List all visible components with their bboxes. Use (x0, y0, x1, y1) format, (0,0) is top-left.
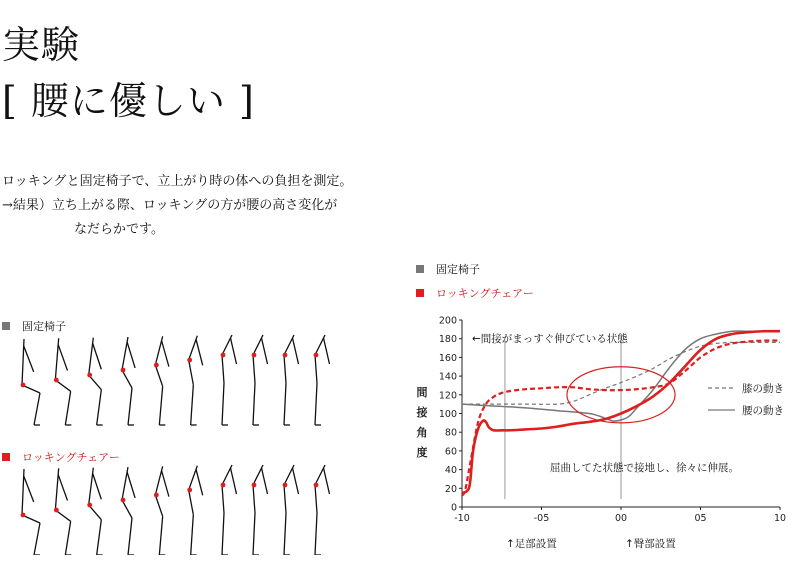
annotation-top: ←間接がまっすぐ伸びている状態 (472, 333, 628, 345)
y-tick-label: 100 (438, 409, 457, 420)
y-tick-label: 140 (438, 371, 457, 383)
annotation-foot: ↑足部設置 (506, 538, 557, 550)
legend-rocking-text: ロッキングチェアー (436, 287, 534, 300)
y-tick-label: 20 (444, 483, 457, 495)
x-tick-label: -05 (533, 513, 550, 524)
description-line2: →結果）立ち上がる際、ロッキングの方が腰の高さ変化が (2, 198, 338, 213)
y-tick-label: 80 (444, 427, 457, 439)
x-tick-label: 05 (694, 513, 707, 524)
x-tick-label: 10 (773, 513, 787, 524)
y-tick-label: 120 (438, 390, 457, 402)
description-line3: なだらかです。 (74, 222, 164, 237)
page-title-line2: [ 腰に優しい ] (2, 79, 255, 123)
y-tick-label: 200 (438, 315, 457, 327)
y-tick-label: 160 (438, 352, 457, 364)
y-axis-label-char: 度 (416, 446, 428, 459)
description-line1: ロッキングと固定椅子で、立上がり時の体への負担を測定。 (2, 174, 353, 189)
rocking-chair-label-text: ロッキングチェアー (22, 451, 120, 464)
annotation-hip: ↑臀部設置 (625, 538, 676, 550)
y-axis-label-char: 接 (416, 406, 428, 419)
legend-fixed-text: 固定椅子 (436, 263, 480, 276)
annotation-middle: 屈曲してた状態で接地し、徐々に伸展。 (550, 462, 739, 474)
y-axis-label-char: 間 (416, 386, 428, 399)
fixed-chair-label-text: 固定椅子 (22, 320, 66, 333)
y-tick-label: 60 (444, 446, 457, 458)
page-title-line1: 実験 (2, 23, 81, 67)
legend-label-dashed: 膝の動き (742, 383, 784, 395)
x-tick-label: -10 (454, 513, 470, 524)
y-tick-label: 40 (444, 465, 457, 477)
y-tick-label: 180 (438, 334, 457, 346)
y-axis-label-char: 角 (416, 426, 428, 439)
legend-label-solid: 腰の動き (742, 405, 784, 417)
y-tick-label: 0 (450, 502, 457, 514)
x-tick-label: 00 (614, 513, 628, 524)
